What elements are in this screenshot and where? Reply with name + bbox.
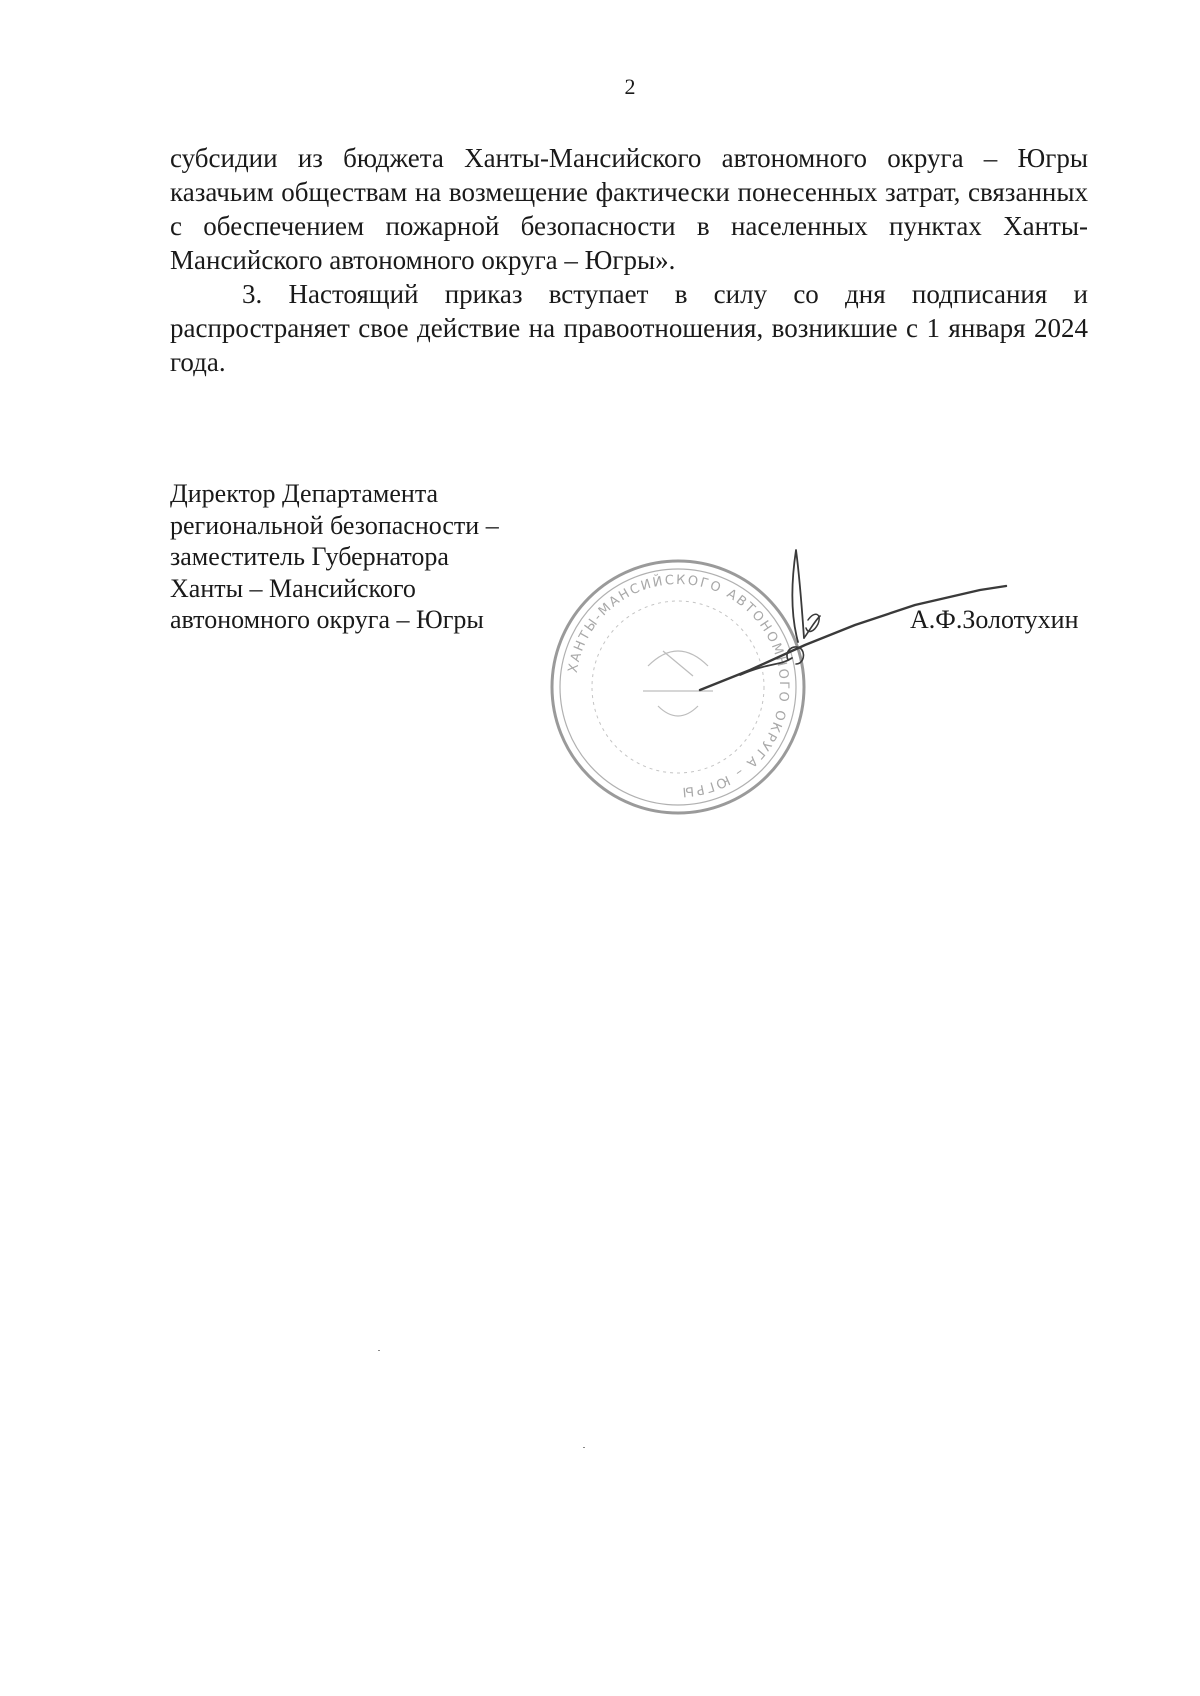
- position-line-3: заместитель Губернатора: [170, 542, 449, 571]
- svg-text:ХАНТЫ-МАНСИЙСКОГО АВТОНОМНОГО: ХАНТЫ-МАНСИЙСКОГО АВТОНОМНОГО ОКРУГА – ЮГРЫ: [565, 572, 792, 800]
- paragraph-3: 3. Настоящий приказ вступает в силу со дня подписания и распространяет свое действие на правоотношения, возникшие с 1 января 2024 года.: [170, 279, 1088, 377]
- document-body: [170, 141, 1088, 379]
- signatory-position: [170, 478, 499, 636]
- scan-speck: [378, 1350, 380, 1351]
- position-line-5: автономного округа – Югры: [170, 605, 484, 634]
- position-line-2: региональной безопасности –: [170, 510, 499, 540]
- signatory-name: А.Ф.Золотухин: [910, 605, 1079, 634]
- scan-speck: [583, 1447, 585, 1448]
- position-line-1: Директор Департамента: [170, 479, 439, 508]
- page-number: 2: [624, 74, 636, 99]
- position-line-4: Ханты – Мансийского: [170, 573, 416, 603]
- paragraph-continued: субсидии из бюджета Ханты-Мансийского автономного округа – Югры казачьим обществам на возмещение фактически понесенных затрат, связанных с обеспечением пожарной безопасности в населенных пунктах Ханты-Мансийского автономного округа – Югры».: [170, 143, 1088, 275]
